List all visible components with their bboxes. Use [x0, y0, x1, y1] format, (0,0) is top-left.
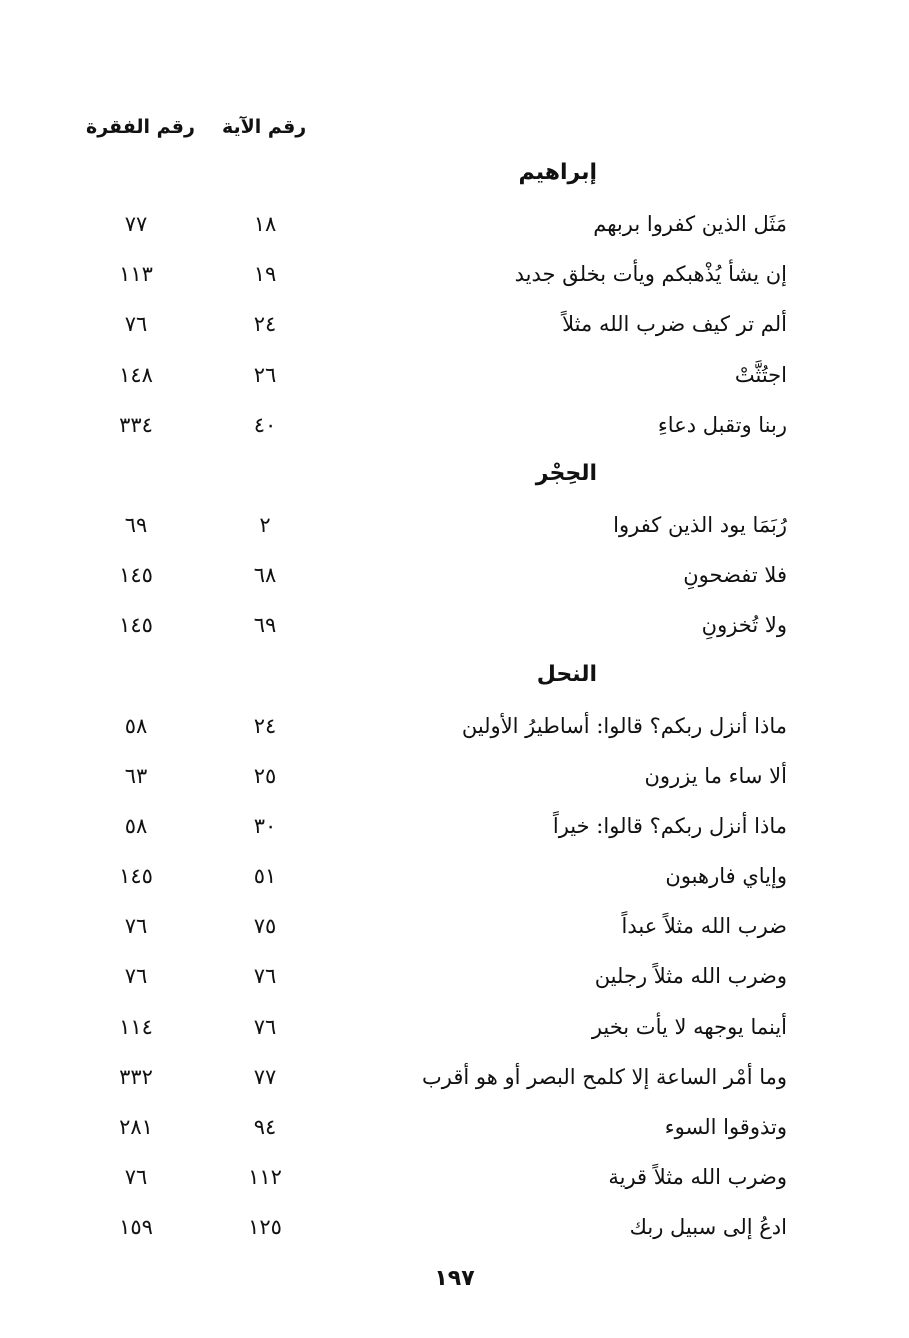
index-row: [0, 1053, 909, 1103]
index-row: [0, 902, 909, 952]
verse-number: ٢٤: [253, 713, 277, 738]
verse-number: ٢: [259, 512, 271, 537]
verse-number: ١٩: [253, 262, 277, 287]
index-content: [0, 150, 909, 1254]
verse-number: ٣٠: [253, 813, 277, 838]
index-row: [0, 200, 909, 250]
quran-phrase: وما أمْر الساعة إلا كلمح البصر أو هو أقرب: [422, 1064, 787, 1089]
paragraph-number: ٥٨: [124, 713, 148, 738]
quran-phrase: رُبَمَا يود الذين كفروا: [613, 512, 787, 537]
paragraph-number: ٧٦: [124, 914, 148, 939]
verse-number: ٥١: [253, 864, 277, 889]
paragraph-number: ١١٣: [119, 262, 153, 287]
index-row: [0, 1003, 909, 1053]
paragraph-number: ١٥٩: [119, 1215, 153, 1240]
verse-number: ٦٨: [253, 563, 277, 588]
quran-phrase: ألا ساء ما يزرون: [644, 763, 787, 788]
index-row: [0, 752, 909, 802]
paragraph-number: ٧٦: [124, 312, 148, 337]
quran-phrase: اجتُثَّتْ: [734, 362, 787, 387]
verse-number: ٧٧: [253, 1064, 277, 1089]
verse-number: ٢٥: [253, 763, 277, 788]
paragraph-number-header: رقم الفقرة: [86, 116, 195, 138]
index-row: [0, 551, 909, 601]
verse-number: ١٨: [253, 212, 277, 236]
index-row: [0, 501, 909, 551]
verse-number: ٢٦: [253, 362, 277, 387]
quran-phrase: وضرب الله مثلاً رجلين: [594, 964, 787, 989]
verse-number: ٧٥: [253, 914, 277, 939]
quran-phrase: إن يشأ يُذْهبكم ويأت بخلق جديد: [514, 262, 787, 287]
paragraph-number: ٦٣: [124, 763, 148, 788]
index-row: [0, 351, 909, 401]
paragraph-number: ١٤٥: [119, 864, 153, 889]
paragraph-number: ٧٦: [124, 964, 148, 989]
paragraph-number: ٣٣٢: [119, 1064, 153, 1089]
quran-phrase: ألم تر كيف ضرب الله مثلاً: [562, 312, 787, 337]
index-row: [0, 1103, 909, 1153]
quran-phrase: ولا تُخزونِ: [701, 613, 787, 638]
index-row: [0, 250, 909, 300]
verse-number: ٩٤: [253, 1115, 277, 1139]
paragraph-number: ٥٨: [124, 813, 148, 838]
page-number: ١٩٧: [434, 1266, 475, 1291]
index-row: [0, 802, 909, 852]
verse-number: ٤٠: [253, 412, 277, 437]
quran-phrase: وتذوقوا السوء: [664, 1115, 787, 1139]
paragraph-number: ٣٣٤: [119, 412, 153, 437]
section-title-text: إبراهيم: [518, 160, 597, 185]
verse-number: ٢٤: [253, 312, 277, 337]
quran-phrase: فلا تفضحونِ: [683, 563, 787, 588]
paragraph-number: ٧٦: [124, 1165, 148, 1190]
verse-number: ٧٦: [253, 964, 277, 989]
section-title: [0, 451, 909, 501]
section-title: [0, 150, 909, 200]
paragraph-number: ١٤٨: [119, 362, 153, 387]
section-title-text: النحل: [536, 661, 597, 687]
index-row: [0, 601, 909, 651]
quran-phrase: ضرب الله مثلاً عبداً: [621, 914, 787, 939]
quran-phrase: وإياي فارهبون: [665, 864, 787, 889]
verse-number: ٦٩: [253, 613, 277, 638]
index-row: [0, 852, 909, 902]
index-row: [0, 300, 909, 350]
paragraph-number: ٢٨١: [119, 1115, 153, 1139]
index-row: [0, 952, 909, 1002]
quran-phrase: مَثَل الذين كفروا بربهم: [593, 212, 787, 236]
paragraph-number: ١٤٥: [119, 613, 153, 638]
quran-phrase: أينما يوجهه لا يأت بخير: [591, 1014, 787, 1039]
verse-number: ١٢٥: [248, 1215, 282, 1240]
index-row: [0, 702, 909, 752]
quran-phrase: ماذا أنزل ربكم؟ قالوا: أساطيرُ الأولين: [461, 713, 787, 738]
section-title: [0, 652, 909, 702]
paragraph-number: ١٤٥: [119, 563, 153, 588]
quran-phrase: ماذا أنزل ربكم؟ قالوا: خيراً: [552, 813, 787, 838]
verse-number: ٧٦: [253, 1014, 277, 1039]
index-row: [0, 401, 909, 451]
verse-number-header: رقم الآية: [222, 116, 307, 138]
index-row: [0, 1153, 909, 1203]
section-title-text: الحِجْر: [535, 460, 597, 486]
paragraph-number: ٦٩: [124, 512, 148, 537]
index-row: [0, 1203, 909, 1253]
paragraph-number: ١١٤: [119, 1014, 153, 1039]
quran-phrase: ربنا وتقبل دعاءِ: [657, 412, 787, 437]
quran-phrase: ادعُ إلى سبيل ربك: [629, 1215, 787, 1240]
quran-phrase: وضرب الله مثلاً قرية: [608, 1165, 787, 1190]
verse-number: ١١٢: [248, 1165, 282, 1190]
paragraph-number: ٧٧: [124, 212, 148, 236]
